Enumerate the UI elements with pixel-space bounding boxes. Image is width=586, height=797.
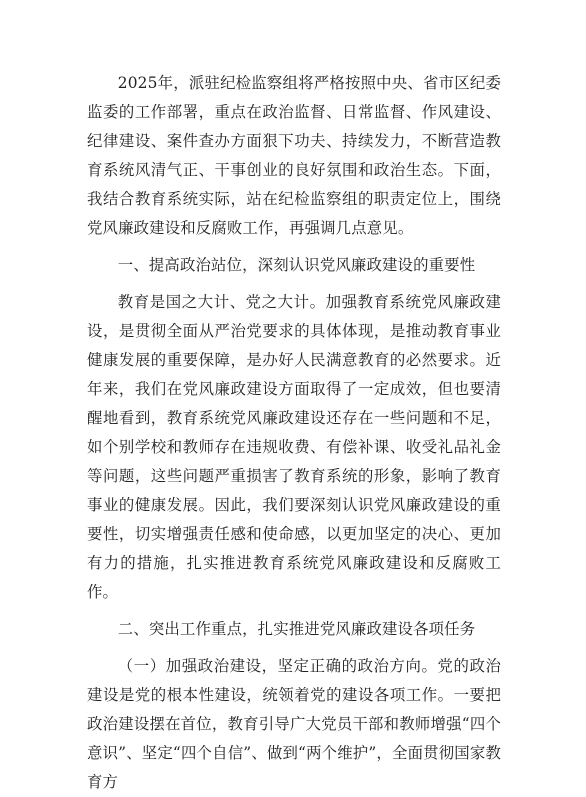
section-2-paragraph: （一）加强政治建设，坚定正确的政治方向。党的政治建设是党的根本性建设，统领着党的建设各项工作。一要把政治建设摆在首位，教育引导广大党员干部和教师增强“四个意识”、坚定“四个自信”、做到“两个维护”，全面贯彻国家教育方 — [87, 657, 501, 791]
section-heading-2: 二、突出工作重点，扎实推进党风廉政建设各项任务 — [117, 620, 476, 638]
section-heading-1: 一、提高政治站位，深刻认识党风廉政建设的重要性 — [117, 256, 476, 274]
intro-paragraph: 2025年，派驻纪检监察组将严格按照中央、省市区纪委监委的工作部署，重点在政治监督、日常监督、作风建设、纪律建设、案件查办方面狠下功夫、持续发力，不断营造教育系统风清气正、干事创业的良好氛围和政治生态。下面，我结合教育系统实际，站在纪检监察组的职责定位上，围绕党风廉政建设和反腐败工作，再强调几点意见。 — [87, 74, 501, 237]
document-page — [87, 69, 501, 797]
section-1-paragraph: 教育是国之大计、党之大计。加强教育系统党风廉政建设，是贯彻全面从严治党要求的具体体现，是推动教育事业健康发展的重要保障，是办好人民满意教育的必然要求。近年来，我们在党风廉政建设方面取得了一定成效，但也要清醒地看到，教育系统党风廉政建设还存在一些问题和不足，如个别学校和教师存在违规收费、有偿补课、收受礼品礼金等问题，这些问题严重损害了教育系统的形象，影响了教育事业的健康发展。因此，我们要深刻认识党风廉政建设的重要性，切实增强责任感和使命感，以更加坚定的决心、更加有力的措施，扎实推进教育系统党风廉政建设和反腐败工作。 — [87, 293, 501, 601]
